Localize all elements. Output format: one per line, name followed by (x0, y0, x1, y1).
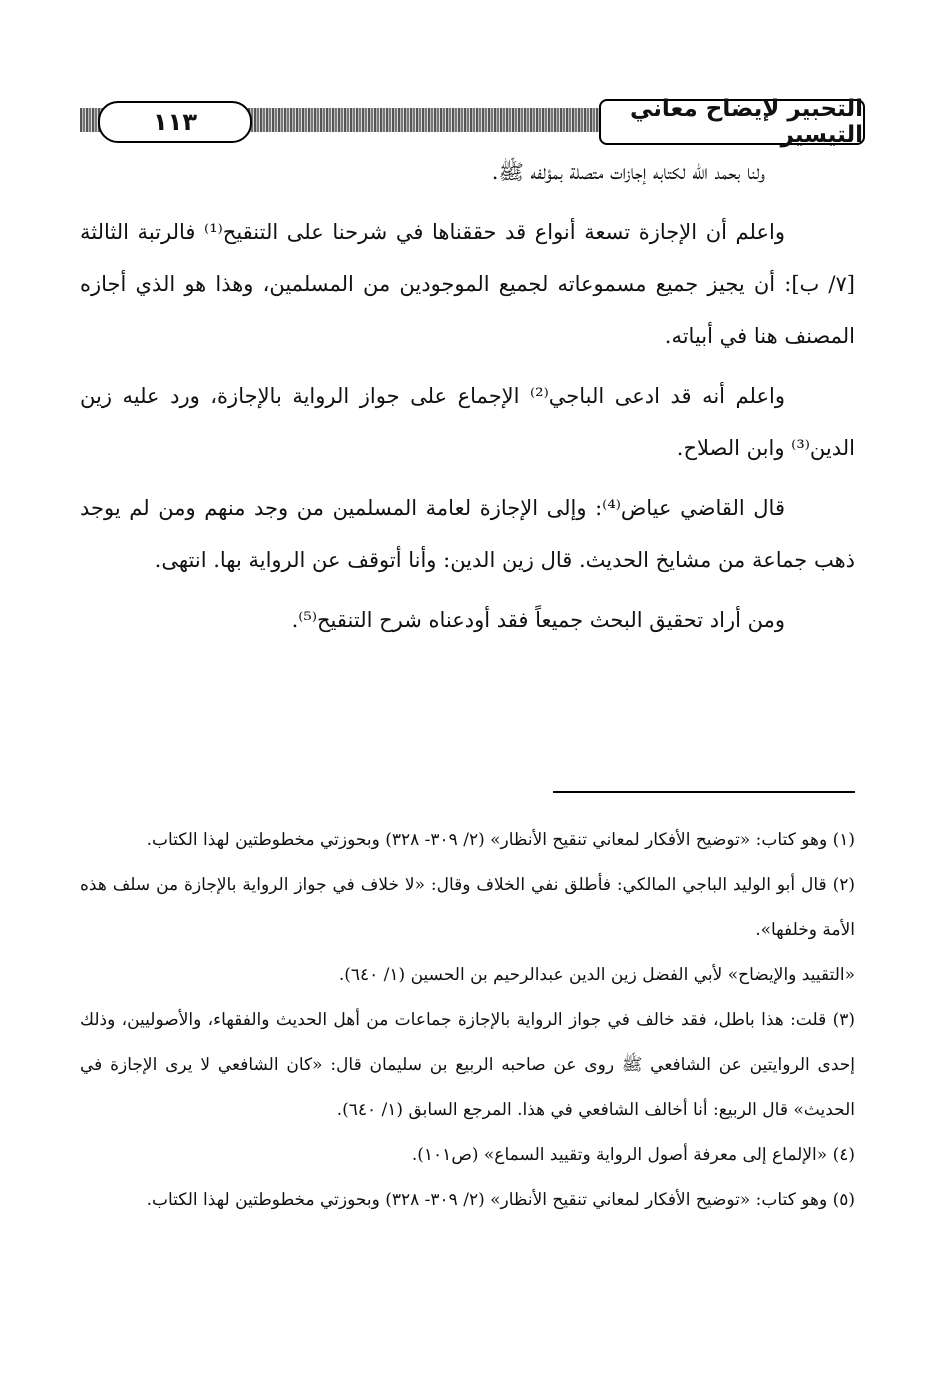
footnote-4: (٤) «الإلماع إلى معرفة أصول الرواية وتقييد السماع» (ص١٠١). (411, 1145, 855, 1165)
paragraph-2: واعلم أن الإجازة تسعة أنواع قد حققناها في شرحنا على التنقيح⁽¹⁾ فالرتبة الثالثة [٧/ ب]: أن يجيز جميع مسموعاته لجميع الموجودين من المسلمين، وهذا هو الذي أجازه المصنف هنا في أبياته. (80, 220, 855, 348)
footnote-separator (553, 791, 855, 793)
page-header (80, 96, 865, 148)
paragraph-3: واعلم أنه قد ادعى الباجي⁽²⁾ الإجماع على جواز الرواية بالإجازة، ورد عليه زين الدين⁽³⁾ وابن الصلاح. (80, 384, 855, 460)
footnote-5: (٥) وهو كتاب: «توضيح الأفكار لمعاني تنقيح الأنظار» (٢/ ٣٠٩- ٣٢٨) وبحوزتي مخطوطتين لهذا الكتاب. (146, 1190, 855, 1210)
footnote-2-source: «التقييد والإيضاح» لأبي الفضل زين الدين عبدالرحيم بن الحسين (١/ ٦٤٠). (338, 965, 855, 985)
paragraph-5: ومن أراد تحقيق البحث جميعاً فقد أودعناه شرح التنقيح⁽⁵⁾. (291, 608, 785, 632)
page-number: ١١٣ (98, 101, 252, 143)
footnote-1: (١) وهو كتاب: «توضيح الأفكار لمعاني تنقيح الأنظار» (٢/ ٣٠٩- ٣٢٨) وبحوزتي مخطوطتين لهذا الكتاب. (146, 830, 855, 850)
paragraph-1: ولنا بحمد الله لكتابه إجازات متصلة بمؤلفه ﷺ. (491, 160, 765, 184)
footnote-2: (٢) قال أبو الوليد الباجي المالكي: فأطلق نفي الخلاف وقال: «لا خلاف في جواز الرواية بالإجازة من سلف هذه الأمة وخلفها». (80, 875, 855, 940)
footnote-3: (٣) قلت: هذا باطل، فقد خالف في جواز الرواية بالإجازة جماعات من أهل الحديث والفقهاء، والأصوليين، وذلك إحدى الروايتين عن الشافعي ﷺ روى عن صاحبه الربيع بن سليمان قال: «كان الشافعي لا يرى الإجازة في الحديث» قال الربيع: أنا أخالف الشافعي في هذا. المرجع السابق (١/ ٦٤٠). (80, 1010, 855, 1120)
book-title: التحبير لإيضاح معاني التيسير (599, 99, 865, 145)
paragraph-4: قال القاضي عياض⁽⁴⁾: وإلى الإجازة لعامة المسلمين من وجد منهم ومن لم يوجد ذهب جماعة من مشايخ الحديث. قال زين الدين: وأنا أتوقف عن الرواية بها. انتهى. (80, 496, 855, 572)
main-text (80, 146, 855, 654)
footnotes (80, 818, 855, 1223)
